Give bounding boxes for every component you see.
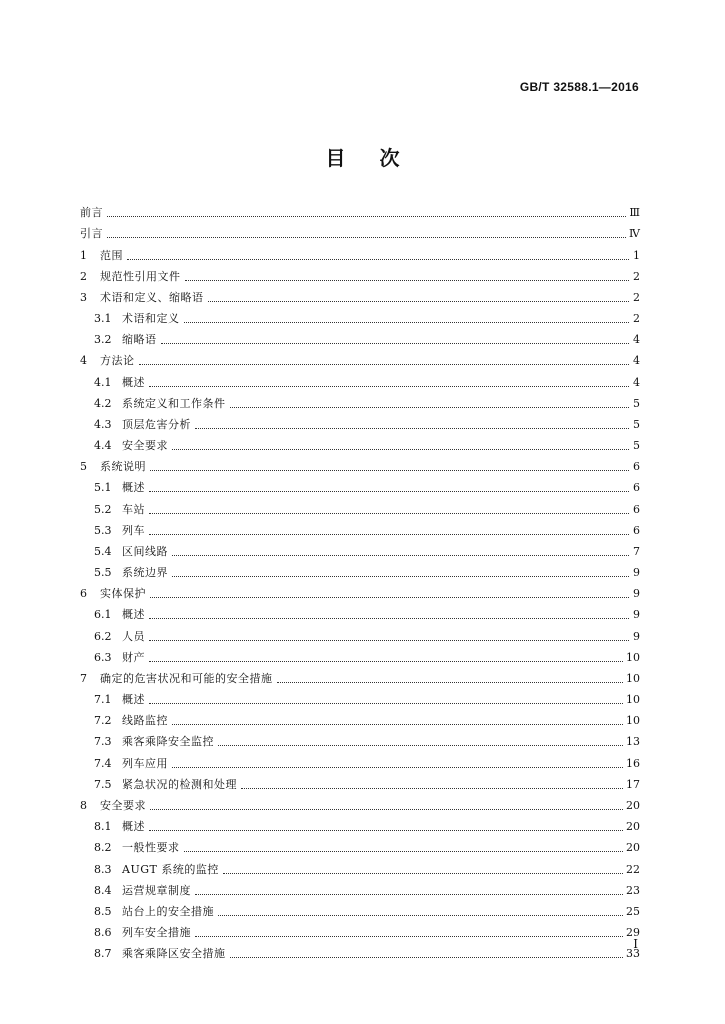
toc-entry-label: 线路监控 [122,714,168,728]
toc-entry[interactable] [80,559,640,580]
toc-entry-page: 9 [633,587,640,601]
toc-entry-page: 13 [626,735,640,749]
toc-leader-dots [230,957,624,958]
toc-entry-page: 4 [633,333,640,347]
toc-leader-dots [223,873,623,874]
toc-entry-page: 5 [633,439,640,453]
toc-entry[interactable] [80,453,640,474]
toc-entry-number: 7.1 [94,693,112,707]
toc-entry-label: 方法论 [100,354,135,368]
toc-entry[interactable] [80,580,640,601]
toc-entry-label: 系统边界 [122,566,168,580]
toc-entry-page: 16 [626,756,640,770]
toc-entry-label: 运营规章制度 [122,883,191,897]
toc-entry-number: 6 [80,587,87,601]
toc-entry-page: 25 [626,904,640,918]
toc-leader-dots [149,491,629,492]
toc-entry[interactable] [80,220,640,241]
toc-leader-dots [127,259,629,260]
toc-leader-dots [208,301,630,302]
toc-entry-number: 6.1 [94,608,112,622]
toc-entry[interactable] [80,622,640,643]
toc-entry-label: 列车安全措施 [122,926,191,940]
toc-entry-label: 概述 [122,693,145,707]
toc-entry-number: 8.2 [94,841,112,855]
toc-entry-label: 列车 [122,523,145,537]
toc-leader-dots [241,788,623,789]
toc-leader-dots [230,407,630,408]
toc-leader-dots [149,534,629,535]
toc-entry-page: 20 [626,820,640,834]
toc-entry-page: 4 [633,354,640,368]
toc-entry-label: 缩略语 [122,333,157,347]
toc-entry-number: 5.2 [94,502,112,516]
toc-leader-dots [149,513,629,514]
toc-entry-label: 站台上的安全措施 [122,904,214,918]
toc-entry-label: 规范性引用文件 [100,269,181,283]
toc-entry-number: 2 [80,269,87,283]
toc-entry[interactable] [80,898,640,919]
toc-entry-number: 8.4 [94,883,112,897]
toc-entry[interactable] [80,474,640,495]
toc-entry-number: 8.1 [94,820,112,834]
toc-leader-dots [139,364,630,365]
toc-entry-label: 概述 [122,481,145,495]
toc-entry-number: 8.5 [94,904,112,918]
toc-leader-dots [150,809,623,810]
toc-entry-page: 7 [633,544,640,558]
toc-leader-dots [107,216,626,217]
toc-entry[interactable] [80,728,640,749]
toc-entry-number: 5.4 [94,544,112,558]
toc-entry-page: 20 [626,841,640,855]
toc-entry-label: 区间线路 [122,544,168,558]
toc-entry-page: 9 [633,566,640,580]
toc-entry[interactable] [80,601,640,622]
toc-entry-page: 5 [633,396,640,410]
toc-entry[interactable] [80,686,640,707]
toc-entry-page: 20 [626,798,640,812]
toc-entry-page: 23 [626,883,640,897]
toc-entry[interactable] [80,771,640,792]
toc-entry-label: 安全要求 [122,439,168,453]
toc-leader-dots [184,322,630,323]
toc-leader-dots [150,470,629,471]
toc-entry-label: 确定的危害状况和可能的安全措施 [100,671,273,685]
toc-leader-dots [172,555,629,556]
toc-leader-dots [107,237,626,238]
toc-entry[interactable] [80,919,640,940]
toc-entry-number: 5.5 [94,566,112,580]
toc-entry-label: 财产 [122,650,145,664]
toc-entry[interactable] [80,749,640,770]
toc-entry[interactable] [80,495,640,516]
toc-entry-number: 8 [80,798,87,812]
toc-entry-page: 29 [626,926,640,940]
toc-entry-label: 车站 [122,502,145,516]
toc-leader-dots [149,830,623,831]
toc-entry-number: 7 [80,671,87,685]
toc-entry-number: 7.5 [94,777,112,791]
toc-entry-number: 7.3 [94,735,112,749]
toc-entry-label: 顶层危害分析 [122,417,191,431]
toc-entry-label: 系统说明 [100,460,146,474]
toc-entry[interactable] [80,538,640,559]
toc-leader-dots [185,280,630,281]
toc-entry[interactable] [80,834,640,855]
toc-entry[interactable] [80,792,640,813]
toc-entry-page: Ⅲ [629,206,640,220]
toc-leader-dots [172,576,629,577]
toc-entry[interactable] [80,199,640,220]
toc-leader-dots [172,449,629,450]
toc-entry-number: 7.4 [94,756,112,770]
toc-entry-number: 6.3 [94,650,112,664]
toc-entry-page: 2 [633,312,640,326]
toc-entry-number: 4 [80,354,87,368]
toc-entry-label: 乘客乘降安全监控 [122,735,214,749]
toc-entry-page: 6 [633,523,640,537]
toc-entry-number: 4.3 [94,417,112,431]
toc-entry-number: 5.1 [94,481,112,495]
toc-entry[interactable] [80,368,640,389]
toc-entry-page: 33 [626,947,640,961]
toc-entry[interactable] [80,707,640,728]
toc-entry-page: 10 [626,650,640,664]
toc-entry-label: 系统定义和工作条件 [122,396,226,410]
toc-entry-page: 9 [633,608,640,622]
toc-entry-number: 5.3 [94,523,112,537]
table-of-contents [80,199,640,961]
toc-leader-dots [184,851,624,852]
toc-entry[interactable] [80,432,640,453]
toc-entry[interactable] [80,326,640,347]
toc-entry-page: 6 [633,502,640,516]
toc-leader-dots [195,894,623,895]
toc-entry-label: 人员 [122,629,145,643]
toc-entry[interactable] [80,263,640,284]
toc-entry-number: 8.3 [94,862,112,876]
toc-leader-dots [149,386,629,387]
toc-entry-page: 22 [626,862,640,876]
toc-entry-number: 4.2 [94,396,112,410]
toc-leader-dots [149,703,623,704]
toc-entry[interactable] [80,284,640,305]
toc-entry[interactable] [80,347,640,368]
toc-entry-label: 乘客乘降区安全措施 [122,947,226,961]
page-number: I [633,937,638,951]
toc-entry-page: 6 [633,481,640,495]
toc-entry-number: 3.1 [94,312,112,326]
toc-entry-label: 安全要求 [100,798,146,812]
toc-entry-label: 概述 [122,608,145,622]
toc-entry[interactable] [80,665,640,686]
toc-leader-dots [218,745,623,746]
standard-code: GB/T 32588.1—2016 [519,80,639,94]
toc-entry-number: 8.6 [94,926,112,940]
toc-entry-page: 1 [633,248,640,262]
toc-entry-label: 列车应用 [122,756,168,770]
toc-leader-dots [277,682,624,683]
toc-leader-dots [195,428,629,429]
toc-entry-number: 5 [80,460,87,474]
toc-entry-page: 9 [633,629,640,643]
toc-entry-page: 10 [626,714,640,728]
toc-entry-page: 17 [626,777,640,791]
toc-entry-label: 一般性要求 [122,841,180,855]
toc-entry-number: 7.2 [94,714,112,728]
toc-entry-number: 8.7 [94,947,112,961]
toc-leader-dots [149,661,623,662]
toc-entry-number: 1 [80,248,87,262]
toc-entry-number: 3 [80,290,87,304]
toc-entry-number: 3.2 [94,333,112,347]
toc-leader-dots [161,343,630,344]
toc-entry-page: 6 [633,460,640,474]
toc-entry-number: 6.2 [94,629,112,643]
toc-entry-page: 10 [626,671,640,685]
toc-entry-label: 紧急状况的检测和处理 [122,777,237,791]
toc-entry-page: 2 [633,269,640,283]
toc-leader-dots [195,936,623,937]
toc-entry-label: 概述 [122,375,145,389]
toc-entry-label: 术语和定义 [122,312,180,326]
toc-leader-dots [149,618,629,619]
toc-entry-page: 5 [633,417,640,431]
toc-leader-dots [172,724,623,725]
toc-entry-label: 范围 [100,248,123,262]
toc-entry[interactable] [80,940,640,961]
toc-entry-number: 4.1 [94,375,112,389]
toc-entry[interactable] [80,644,640,665]
toc-entry[interactable] [80,877,640,898]
toc-entry[interactable] [80,517,640,538]
toc-entry-label: 术语和定义、缩略语 [100,290,204,304]
toc-entry[interactable] [80,390,640,411]
toc-entry-label: AUGT 系统的监控 [122,862,219,876]
toc-entry-page: 4 [633,375,640,389]
toc-entry[interactable] [80,411,640,432]
toc-leader-dots [218,915,623,916]
toc-entry-label: 引言 [80,227,103,241]
toc-entry-page: 2 [633,290,640,304]
toc-entry[interactable] [80,813,640,834]
toc-entry[interactable] [80,305,640,326]
toc-entry[interactable] [80,855,640,876]
toc-entry-number: 4.4 [94,439,112,453]
toc-leader-dots [150,597,629,598]
toc-entry-label: 概述 [122,820,145,834]
toc-leader-dots [172,767,623,768]
page-title: 目次 [325,146,434,170]
toc-entry-page: 10 [626,693,640,707]
toc-entry-label: 实体保护 [100,587,146,601]
toc-leader-dots [149,640,629,641]
toc-entry-label: 前言 [80,206,103,220]
toc-entry[interactable] [80,241,640,262]
toc-entry-page: Ⅳ [629,227,640,241]
